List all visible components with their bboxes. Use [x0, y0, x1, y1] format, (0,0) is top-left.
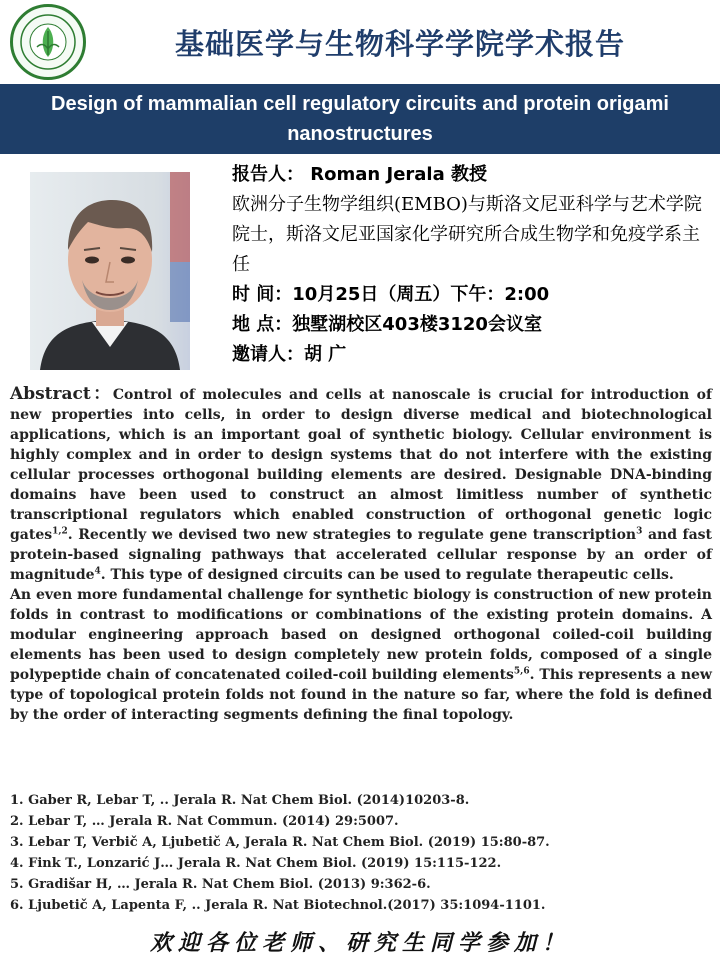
- abstract-text: . This represents a new type of topological protein folds not found in the nature so far, where the fold is defined by the order of interacting segments defining the final topology.: [10, 667, 712, 723]
- header: [0, 0, 720, 84]
- time-line: [232, 280, 712, 310]
- abstract: [10, 384, 712, 725]
- place-label: 地 点：: [232, 314, 293, 335]
- reference-item: 6. Ljubetič A, Lapenta F, .. Jerala R. Nat Biotechnol.(2017) 35:1094-1101.: [10, 898, 546, 913]
- abstract-paragraph-1: [10, 384, 712, 585]
- abstract-label: Abstract：: [10, 384, 113, 404]
- citation: 1,2: [52, 526, 68, 537]
- talk-title: Design of mammalian cell regulatory circuits and protein origami nanostructures: [51, 93, 669, 145]
- talk-info: [232, 160, 712, 370]
- abstract-text: and fast protein-based signaling pathways that accelerated cellular response by an order of magnitude: [10, 527, 713, 583]
- speaker-photo: [30, 172, 190, 370]
- reference-item: 1. Gaber R, Lebar T, .. Jerala R. Nat Chem Biol. (2014)10203-8.: [10, 793, 470, 808]
- page-title: 基础医学与生物科学学院学术报告: [174, 27, 625, 61]
- speaker-label: 报告人：: [232, 164, 304, 185]
- abstract-text: . This type of designed circuits can be used to regulate therapeutic cells.: [100, 567, 674, 583]
- welcome-message: 欢迎各位老师、研究生同学参加！: [149, 931, 570, 956]
- reference-item: 2. Lebar T, … Jerala R. Nat Commun. (2014) 29:5007.: [10, 814, 399, 829]
- abstract-text: An even more fundamental challenge for synthetic biology is construction of new protein folds in contrast to modifications or combinations of the existing protein domains. A modular engineering approach based on designed orthogonal coiled-coil building elements has been used to design completely new protein folds, composed of a single polypeptide chain of concatenated coiled-coil building elements: [10, 587, 712, 683]
- citation: 4: [94, 566, 101, 577]
- speaker-portrait-icon: [30, 172, 190, 370]
- host-value: 胡 广: [304, 344, 347, 365]
- citation: 3: [636, 526, 643, 537]
- time-label: 时 间：: [232, 284, 293, 305]
- time-value: 10月25日（周五）下午：2:00: [292, 284, 550, 305]
- host-label: 邀请人：: [232, 344, 304, 365]
- citation: 5,6: [513, 666, 530, 677]
- speaker-bio: 欧洲分子生物学组织(EMBO)与斯洛文尼亚科学与艺术学院院士，斯洛文尼亚国家化学研究所合成生物学和免疫学系主任: [232, 194, 702, 275]
- place-line: [232, 310, 712, 340]
- references: [10, 790, 712, 916]
- reference-item: 3. Lebar T, Verbič A, Ljubetič A, Jerala R. Nat Chem Biol. (2019) 15:80-87.: [10, 835, 550, 850]
- abstract-text: Control of molecules and cells at nanoscale is crucial for introduction of new properties into cells, in order to design diverse medical and biotechnological applications, which is an important goal of synthetic biology. Cellular environment is highly complex and in order to design systems that do not interfere with the existing cellular processes orthogonal building elements are desired. Designable DNA-binding domains have been used to construct an almost limitless number of synthetic transcriptional regulators which enabled construction of orthogonal genetic logic gates: [10, 387, 712, 543]
- place-value: 独墅湖校区403楼3120会议室: [292, 314, 542, 335]
- speaker-name: Roman Jerala 教授: [310, 164, 488, 185]
- reference-item: 4. Fink T., Lonzarić J… Jerala R. Nat Chem Biol. (2019) 15:115-122.: [10, 856, 502, 871]
- abstract-paragraph-2: [10, 585, 712, 725]
- talk-title-band: [0, 84, 720, 154]
- reference-item: 5. Gradišar H, … Jerala R. Nat Chem Biol. (2013) 9:362-6.: [10, 877, 431, 892]
- school-logo: [10, 4, 86, 80]
- speaker-line: [232, 160, 712, 190]
- school-logo-emblem-icon: [13, 7, 83, 77]
- abstract-text: . Recently we devised two new strategies to regulate gene transcription: [67, 527, 637, 543]
- host-line: [232, 340, 712, 370]
